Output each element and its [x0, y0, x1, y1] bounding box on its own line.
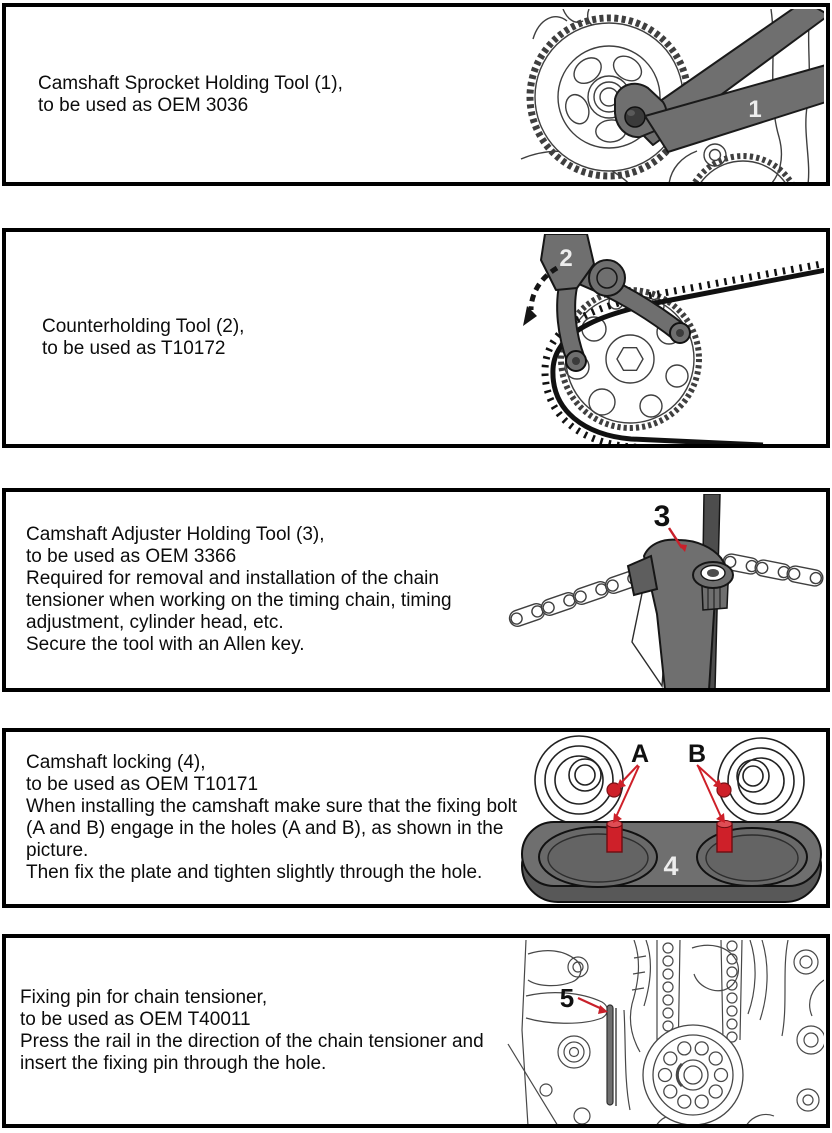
figure-number-label: 4: [663, 851, 679, 881]
panel-4-text: [6, 752, 517, 884]
tool-description: tensioner when working on the timing chain, timing: [26, 590, 452, 611]
tool-oem-number: to be used as OEM 3036: [38, 94, 249, 116]
tool-description: (A and B) engage in the holes (A and B), as shown in the: [26, 818, 504, 839]
panel-1-text: [6, 73, 343, 117]
plate-recess-left: [539, 827, 657, 887]
sprocket-bolt: [625, 107, 645, 127]
chain-tensioner-illustration: [506, 940, 824, 1126]
figure-number-label: 3: [653, 500, 671, 533]
figure-number-label: 5: [559, 983, 575, 1013]
panel-camshaft-sprocket-holding-tool: [2, 3, 830, 186]
timing-chain-left: [507, 569, 642, 629]
callout-arrows: [613, 765, 725, 823]
panel-2-text: [6, 316, 244, 360]
tool-description: picture.: [26, 840, 89, 861]
tool-description: Required for removal and installation of the chain: [26, 568, 439, 589]
tool-oem-number: to be used as T10172: [42, 338, 226, 359]
camshaft-end-left: [535, 736, 623, 824]
tool-description: adjustment, cylinder head, etc.: [26, 612, 284, 633]
tool-description: Then fix the plate and tighten slightly through the hole.: [26, 862, 483, 883]
panel-camshaft-adjuster-holding-tool: [2, 488, 830, 692]
tool-description: Secure the tool with an Allen key.: [26, 634, 305, 655]
callout-a-label: A: [630, 740, 650, 768]
bolt-highlight: [627, 110, 635, 116]
tool-description: insert the fixing pin through the hole.: [20, 1053, 327, 1074]
tool-left-block: [628, 556, 657, 595]
panel-fixing-pin-chain-tensioner: [2, 934, 830, 1128]
tool-title: Camshaft Adjuster Holding Tool (3),: [26, 524, 325, 545]
tool-title: Camshaft Sprocket Holding Tool (1),: [38, 72, 343, 94]
figure-number-label: 2: [559, 245, 573, 272]
fixing-bolt-a: [607, 820, 622, 852]
fixing-pin: [607, 1005, 613, 1105]
tool-title: Camshaft locking (4),: [26, 752, 206, 773]
counterholding-tool-illustration: [519, 234, 824, 446]
timing-chain-right: [722, 553, 824, 588]
panel-counterholding-tool: [2, 228, 830, 448]
tool-oem-number: to be used as OEM T40011: [20, 1009, 251, 1030]
tool-title: Fixing pin for chain tensioner,: [20, 987, 268, 1008]
tool-title: Counterholding Tool (2),: [42, 316, 245, 337]
callout-b-label: B: [687, 740, 707, 768]
camshaft-end-right: [718, 738, 804, 824]
tool-description: When installing the camshaft make sure that the fixing bolt: [26, 796, 518, 817]
plate-recess-right: [697, 828, 807, 886]
figure-number-label: 1: [748, 96, 762, 123]
panel-3-text: [6, 524, 452, 656]
camshaft-sprocket-illustration: [519, 9, 824, 184]
tool-oem-number: to be used as OEM T10171: [26, 774, 259, 795]
callout-leader-line: [578, 998, 602, 1009]
tool-oem-number: to be used as OEM 3366: [26, 546, 237, 567]
panel-camshaft-locking: [2, 728, 830, 908]
tool-description: Press the rail in the direction of the chain tensioner and: [20, 1031, 484, 1052]
crankshaft-sprocket: [643, 1025, 743, 1125]
camshaft-locking-plate-illustration: [519, 734, 824, 906]
fixing-bolt-b: [717, 820, 732, 852]
panel-5-text: [6, 987, 484, 1075]
camshaft-adjuster-tool-illustration: [501, 494, 824, 690]
